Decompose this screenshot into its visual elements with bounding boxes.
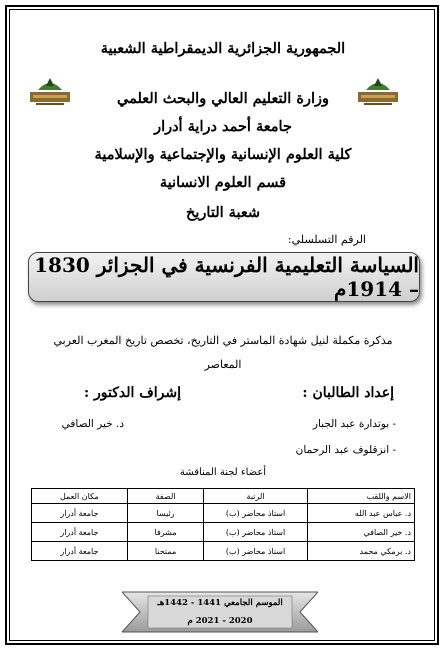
table-row [32,542,415,561]
thesis-subtitle-line1: مذكرة مكملة لنيل شهادة الماستر في التاريخ، تخصص تاريخ المغرب العربي [53,334,393,347]
column-header-workplace: مكان العمل [32,489,128,504]
member-role: ممتحنا [127,542,204,561]
table-row [32,504,415,523]
prepared-by-label: إعداد الطالبان : [302,385,394,401]
column-header-rank: الرتبة [204,489,307,504]
supervisor-name: د. خير الصافي [61,418,124,430]
thesis-title-box [28,252,420,302]
column-header-name: الاسم واللقب [307,489,414,504]
student-name-1: - بوتدارة عبد الجبار [312,418,396,430]
column-header-role: الصفة [127,489,204,504]
member-role: مشرفا [127,523,204,542]
member-rank: استاذ محاضر (ب) [204,542,307,561]
academic-season-hijri: الموسم الجامعي 1441 - 1442هـ [157,598,283,608]
branch-heading: شعبة التاريخ [186,204,260,221]
supervision-label: إشراف الدكتور : [83,385,181,401]
thesis-title: السياسة التعليمية الفرنسية في الجزائر 1830 – 1914م [34,253,419,301]
member-name: د. خير الصافي [307,523,414,542]
academic-season-banner [122,590,318,634]
member-rank: استاذ محاضر (ب) [204,504,307,523]
member-role: رئيسا [127,504,204,523]
ministry-heading: وزارة التعليم العالي والبحث العلمي [117,90,329,107]
university-heading: جامعة أحمد دراية أدرار [154,118,292,135]
republic-heading: الجمهورية الجزائرية الديمقراطية الشعبية [100,40,346,57]
member-workplace: جامعة أدرار [32,523,128,542]
academic-season-gregorian: 2020 - 2021 م [187,616,253,626]
department-heading: قسم العلوم الانسانية [159,174,287,191]
member-name: د. برمكي محمد [307,542,414,561]
table-row [32,523,415,542]
committee-title: أعضاء لجنة المناقشة [179,467,267,478]
student-name-2: - انزقلوف عبد الرحمان [295,444,396,456]
thesis-subtitle-line2: المعاصر [204,358,242,371]
committee-header-row [32,489,415,504]
member-rank: استاذ محاضر (ب) [204,523,307,542]
member-workplace: جامعة أدرار [32,504,128,523]
committee-table [31,488,415,561]
serial-number-label: الرقم التسلسلي: [287,233,366,246]
member-name: د. عباس عبد الله [307,504,414,523]
member-workplace: جامعة أدرار [32,542,128,561]
faculty-heading: كلية العلوم الإنسانية والإجتماعية والإسلامية [94,146,352,163]
